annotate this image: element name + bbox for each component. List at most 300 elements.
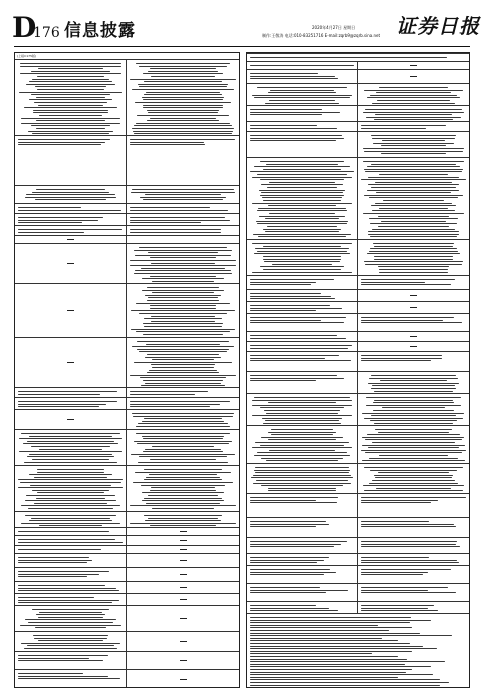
table-row [247, 583, 469, 601]
fine-print-line [256, 480, 348, 481]
fine-print-line [364, 418, 463, 419]
fine-print-line [268, 439, 335, 440]
table-cell-right [127, 546, 239, 553]
table-row [247, 69, 469, 83]
fine-print-line [377, 100, 450, 101]
fine-print-line [379, 455, 448, 456]
fine-print-line [382, 140, 444, 141]
fine-print-line [370, 236, 457, 237]
table-cell-left [247, 276, 358, 289]
fine-print-line [130, 394, 195, 395]
table-cell-right [127, 284, 239, 337]
fine-print-line [267, 226, 338, 227]
fine-print-line [263, 229, 342, 230]
fine-print-line [375, 477, 452, 478]
table-row [15, 511, 239, 527]
table-cell-right [127, 568, 239, 581]
table-cell-right [358, 464, 469, 493]
fine-print-line [18, 602, 112, 603]
table-cell-left [15, 652, 127, 669]
fine-print-line [18, 406, 99, 407]
fine-print-line [26, 194, 115, 195]
fine-print-line [374, 259, 452, 260]
fine-print-line [143, 199, 222, 200]
fine-print-line [366, 117, 461, 118]
fine-print-line [367, 434, 460, 435]
table-row [247, 565, 469, 583]
table-row [15, 631, 239, 651]
fine-print-line [130, 222, 201, 223]
fine-print-line [136, 63, 229, 64]
table-cell-left [15, 338, 127, 387]
fine-print-line [145, 520, 222, 521]
masthead-rule [14, 46, 470, 47]
fine-print-line [361, 358, 442, 359]
fine-print-line [250, 661, 445, 662]
fine-print-line [361, 574, 423, 575]
fine-print-line [31, 125, 111, 126]
fine-print-line [37, 76, 104, 77]
fine-print-line [370, 223, 458, 224]
fine-print-line [374, 256, 452, 257]
table-row [15, 59, 239, 135]
fine-print-line [139, 351, 227, 352]
fine-print-line [25, 515, 117, 516]
fine-print-line [151, 487, 214, 488]
fine-print-line [374, 423, 453, 424]
table-row [247, 301, 469, 313]
fine-print-line [250, 622, 410, 623]
table-row [15, 535, 239, 545]
table-row [247, 341, 469, 351]
fine-print-line [250, 338, 346, 339]
fine-print-line [252, 447, 352, 448]
fine-print-line [361, 128, 426, 129]
fine-print-line [254, 166, 349, 167]
fine-print-line [269, 100, 335, 101]
fine-print-line [373, 243, 454, 244]
fine-print-line [250, 320, 321, 321]
fine-print-line [146, 503, 220, 504]
fine-print-line [145, 295, 220, 296]
fine-print-line [378, 266, 449, 267]
fine-print-line [134, 362, 233, 363]
fine-print-line [20, 482, 121, 483]
fine-print-line [21, 505, 120, 506]
cell-marker [67, 419, 74, 421]
fine-print-line [35, 627, 106, 628]
table-row [247, 157, 469, 239]
fine-print-line [142, 421, 224, 422]
fine-print-line [32, 490, 108, 491]
fine-print-line [250, 605, 316, 606]
table-cell-right [358, 372, 469, 393]
fine-print-line [250, 138, 344, 139]
fine-print-line [254, 470, 350, 471]
fine-print-line [370, 470, 457, 471]
fine-print-line [152, 508, 214, 509]
fine-print-line [18, 144, 101, 145]
fine-print-line [148, 297, 218, 298]
fine-print-line [26, 495, 114, 496]
fine-print-line [18, 220, 98, 221]
fine-print-line [263, 423, 340, 424]
fine-print-line [361, 322, 462, 323]
fine-print-line [361, 605, 434, 606]
fine-print-line [364, 151, 464, 152]
fine-print-line [361, 572, 428, 573]
fine-print-line [257, 174, 347, 175]
fine-print-line [250, 541, 347, 542]
cell-marker [180, 679, 187, 681]
fine-print-line [374, 246, 452, 247]
table-cell-right [358, 518, 469, 537]
fine-print-line [32, 459, 108, 460]
table-cell-right [358, 342, 469, 351]
fine-print-line [266, 164, 338, 165]
fine-print-line [254, 253, 351, 254]
fine-print-line [361, 125, 446, 126]
fine-print-line [250, 633, 420, 634]
fine-print-line [375, 429, 452, 430]
fine-print-line [376, 192, 451, 193]
fine-print-line [20, 625, 122, 626]
fine-print-line [267, 187, 337, 188]
fine-print-line [375, 203, 453, 204]
table-cell-right [358, 290, 469, 301]
fine-print-line [371, 187, 456, 188]
fine-print-line [375, 114, 451, 115]
fine-print-line [29, 436, 112, 437]
fine-print-line [152, 359, 215, 360]
fine-print-line [361, 360, 431, 361]
fine-print-line [255, 467, 349, 468]
fine-print-line [250, 140, 336, 141]
fine-print-line [18, 229, 122, 230]
fine-print-line [372, 103, 454, 104]
table-cell-right [127, 214, 239, 225]
table-row [247, 601, 469, 613]
table-cell-left [247, 602, 358, 613]
fine-print-line [131, 329, 236, 330]
fine-print-line [368, 177, 458, 178]
fine-print-line [263, 200, 342, 201]
fine-print-line [255, 442, 350, 443]
table-cell-left [15, 388, 127, 397]
fine-print-line [369, 378, 458, 379]
fine-print-line [250, 646, 423, 647]
fine-print-line [24, 648, 118, 649]
fine-print-line [145, 357, 220, 358]
fine-print-line [149, 474, 216, 475]
fine-print-line [146, 92, 220, 93]
fine-print-line [258, 208, 347, 209]
fine-print-line [18, 562, 87, 563]
fine-print-line [254, 397, 349, 398]
fine-print-line [19, 92, 122, 93]
fine-print-line [250, 685, 440, 686]
table-cell-right [358, 84, 469, 105]
right-column-table [246, 52, 470, 688]
fine-print-line [373, 143, 453, 144]
table-cell-left [15, 186, 127, 203]
fine-print-line [369, 197, 458, 198]
table-cell-left [15, 430, 127, 465]
fine-print-line [250, 572, 336, 573]
fine-print-line [250, 298, 335, 299]
fine-print-line [18, 207, 81, 208]
table-row [15, 337, 239, 387]
table-row [15, 203, 239, 213]
fine-print-line [263, 256, 342, 257]
table-cell-left [247, 106, 358, 121]
fine-print-line [373, 410, 454, 411]
fine-print-line [250, 569, 330, 570]
fine-print-line [372, 229, 455, 230]
table-row [15, 527, 239, 535]
fine-print-line [146, 344, 220, 345]
fine-print-line [149, 370, 217, 371]
fine-print-line [250, 674, 433, 675]
fine-print-line [142, 278, 223, 279]
fine-print-line [265, 218, 339, 219]
table-row [15, 243, 239, 283]
fine-print-line [361, 450, 466, 451]
fine-print-line [150, 118, 215, 119]
fine-print-line [36, 97, 105, 98]
fine-print-line [251, 477, 354, 478]
fine-print-line [23, 443, 119, 444]
fine-print-line [132, 128, 235, 129]
fine-print-line [268, 432, 337, 433]
fine-print-line [150, 459, 216, 460]
fine-print-line [250, 128, 337, 129]
table-cell-right [358, 132, 469, 157]
table-cell-left [15, 410, 127, 429]
fine-print-line [369, 483, 458, 484]
fine-print-line [137, 349, 228, 350]
fine-print-line [30, 485, 112, 486]
fine-print-line [361, 524, 454, 525]
fine-print-line [130, 505, 235, 506]
table-row [15, 553, 239, 567]
fine-print-line [144, 326, 222, 327]
table-cell-right [127, 186, 239, 203]
fine-print-line [365, 109, 461, 110]
table-cell-left [247, 518, 358, 537]
table-row [247, 275, 469, 289]
fine-print-line [148, 112, 218, 113]
fine-print-line [18, 142, 105, 143]
table-cell-left [247, 302, 358, 313]
fine-print-line [259, 216, 345, 217]
fine-print-line [364, 467, 463, 468]
fine-print-line [250, 560, 324, 561]
fine-print-line [151, 364, 214, 365]
fine-print-line [361, 355, 442, 356]
fine-print-line [142, 500, 224, 501]
fine-print-line [368, 184, 459, 185]
fine-print-line [370, 248, 456, 249]
fine-print-line [133, 131, 234, 132]
table-cell-right [358, 494, 469, 517]
fine-print-line [135, 472, 232, 473]
table-row [247, 371, 469, 393]
fine-print-line [264, 261, 340, 262]
fine-print-line [21, 433, 120, 434]
fine-print-line [152, 367, 214, 368]
fine-print-line [250, 630, 389, 631]
fine-print-line [145, 194, 220, 195]
fine-print-line [250, 617, 411, 618]
fine-print-line [147, 120, 218, 121]
fine-print-line [148, 71, 217, 72]
table-row [15, 235, 239, 243]
fine-print-line [252, 400, 352, 401]
fine-print-line [250, 640, 398, 641]
table-cell-left [15, 536, 127, 545]
fine-print-line [31, 94, 110, 95]
fine-print-line [139, 86, 227, 87]
fine-print-line [250, 669, 412, 670]
fine-print-line [18, 597, 94, 598]
fine-print-line [18, 678, 120, 679]
fine-print-line [364, 90, 462, 91]
fine-print-line [18, 549, 101, 550]
table-row [15, 651, 239, 669]
fine-print-line [261, 485, 344, 486]
fine-print-line [263, 269, 341, 270]
fine-print-line [250, 502, 337, 503]
fine-print-line [263, 246, 341, 247]
fine-print-line [18, 487, 123, 488]
fine-print-line [261, 437, 343, 438]
fine-print-line [250, 679, 440, 680]
fine-print-line [150, 68, 215, 69]
table-cell-right [127, 512, 239, 527]
fine-print-line [250, 557, 329, 558]
table-cell-right [127, 226, 239, 235]
fine-print-line [367, 97, 461, 98]
fine-print-line [252, 405, 353, 406]
fine-print-line [147, 110, 218, 111]
cell-marker [180, 660, 187, 662]
fine-print-line [35, 86, 106, 87]
fine-print-line [18, 531, 109, 532]
table-cell-left [15, 284, 127, 337]
fine-print-line [18, 542, 123, 543]
fine-print-line [376, 488, 450, 489]
fine-print-line [130, 404, 220, 405]
section-title: 信息披露 [64, 21, 136, 41]
fine-print-line [37, 89, 103, 90]
fine-print-line [365, 264, 461, 265]
fine-print-line [252, 203, 351, 204]
fine-print-line [138, 423, 229, 424]
fine-print-line [382, 407, 445, 408]
fine-print-line [144, 81, 222, 82]
fine-print-line [150, 305, 215, 306]
fine-print-line [18, 139, 110, 140]
fine-print-line [152, 292, 214, 293]
cell-marker [180, 618, 187, 620]
fine-print-line [130, 523, 236, 524]
fine-print-line [250, 345, 352, 346]
cell-marker [180, 599, 187, 601]
fine-print-line [250, 310, 316, 311]
fine-print-line [130, 375, 235, 376]
table-cell-left [247, 122, 358, 131]
fine-print-line [361, 317, 454, 318]
fine-print-line [268, 205, 336, 206]
fine-print-line [27, 441, 114, 442]
fine-print-line [130, 79, 236, 80]
fine-print-line [250, 305, 330, 306]
table-cell-right [127, 632, 239, 651]
table-cell-right [127, 430, 239, 465]
fine-print-line [139, 66, 228, 67]
fine-print-line [250, 293, 321, 294]
cell-marker [410, 295, 417, 297]
fine-print-line [36, 120, 105, 121]
fine-print-line [250, 635, 452, 636]
fine-print-line [34, 102, 107, 103]
table-row [247, 463, 469, 493]
fine-print-line [362, 413, 464, 414]
fine-print-line [366, 405, 462, 406]
fine-print-line [136, 426, 231, 427]
fine-print-line [250, 73, 318, 74]
fine-print-line [361, 557, 429, 558]
fine-print-line [271, 434, 332, 435]
fine-print-line [250, 114, 322, 115]
cell-marker [67, 310, 74, 312]
fine-print-line [135, 102, 232, 103]
fine-print-line [147, 287, 219, 288]
fine-print-line [140, 197, 226, 198]
fine-print-line [250, 282, 316, 283]
table-cell-right [358, 584, 469, 601]
fine-print-line [268, 92, 337, 93]
fine-print-line [361, 279, 455, 280]
fine-print-line [150, 276, 216, 277]
table-cell [247, 54, 469, 61]
fine-print-line [18, 394, 100, 395]
editor-contact: 制作:王敬涛 电话:010-83251716 E-mail:zqrb9@zqrb.sina.net [262, 33, 381, 38]
fine-print-line [29, 454, 112, 455]
table-row [15, 581, 239, 593]
fine-print-line [257, 223, 346, 224]
fine-print-line [141, 485, 226, 486]
table-cell-left [15, 226, 127, 235]
fine-print-line [18, 391, 117, 392]
fine-print-line [130, 232, 221, 233]
table-row [15, 567, 239, 581]
fine-print-line [18, 539, 115, 540]
table-cell-right [358, 122, 469, 131]
fine-print-line [250, 375, 337, 376]
table-cell-right [358, 602, 469, 613]
fine-print-line [152, 281, 214, 282]
table-cell-right [127, 398, 239, 409]
fine-print-line [250, 322, 344, 323]
fine-print-line [252, 243, 352, 244]
table-row [247, 517, 469, 537]
fine-print-line [137, 341, 229, 342]
fine-print-line [18, 673, 83, 674]
fine-print-line [263, 259, 341, 260]
table-cell-left [15, 214, 127, 225]
